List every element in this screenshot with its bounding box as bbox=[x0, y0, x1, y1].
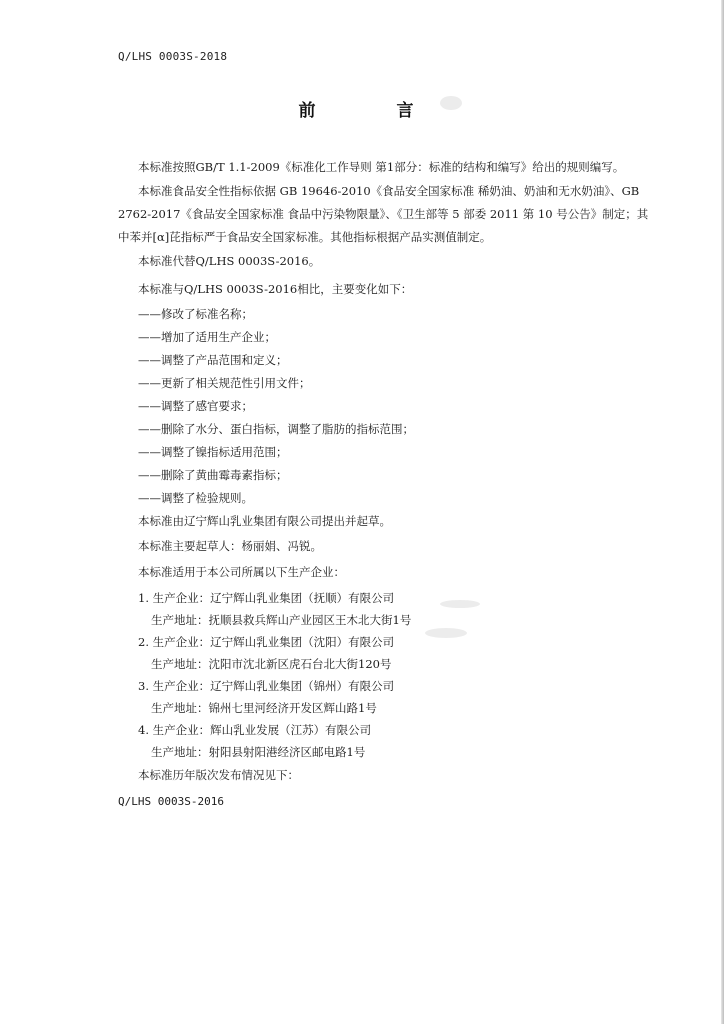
paragraph-changes-intro: 本标准与Q/LHS 0003S-2016相比，主要变化如下： bbox=[138, 282, 413, 296]
change-item: ——删除了水分、蛋白指标，调整了脂肪的指标范围； bbox=[138, 422, 414, 436]
change-item: ——调整了镍指标适用范围； bbox=[138, 445, 288, 459]
page-title: 前 言 bbox=[298, 101, 446, 121]
company-name: 3. 生产企业：辽宁辉山乳业集团（锦州）有限公司 bbox=[138, 679, 395, 693]
scan-smudge bbox=[440, 96, 462, 110]
company-address: 生产地址：沈阳市沈北新区虎石台北大街120号 bbox=[151, 657, 392, 671]
company-address: 生产地址：射阳县射阳港经济区邮电路1号 bbox=[151, 745, 366, 759]
paragraph-applicable-enterprises: 本标准适用于本公司所属以下生产企业： bbox=[138, 565, 345, 579]
change-item: ——调整了检验规则。 bbox=[138, 491, 253, 505]
paragraph-drafters: 本标准主要起草人：杨丽娟、冯锐。 bbox=[138, 539, 322, 553]
change-item: ——删除了黄曲霉毒素指标； bbox=[138, 468, 288, 482]
change-item: ——调整了感官要求； bbox=[138, 399, 253, 413]
company-address: 生产地址：抚顺县救兵辉山产业园区王木北大街1号 bbox=[151, 613, 412, 627]
change-item: ——修改了标准名称； bbox=[138, 307, 253, 321]
paragraph-drafting-rules: 本标准按照GB/T 1.1-2009《标准化工作导则 第1部分：标准的结构和编写》给出的规则编写。 bbox=[138, 160, 625, 174]
change-item: ——增加了适用生产企业； bbox=[138, 330, 276, 344]
company-name: 4. 生产企业：辉山乳业发展（江苏）有限公司 bbox=[138, 723, 372, 737]
scan-smudge bbox=[425, 628, 467, 638]
paragraph-basis-line-1: 本标准食品安全性指标依据 GB 19646-2010《食品安全国家标准 稀奶油、奶油和无水奶油》、GB bbox=[138, 184, 640, 198]
change-item: ——更新了相关规范性引用文件； bbox=[138, 376, 311, 390]
company-name: 1. 生产企业：辽宁辉山乳业集团（抚顺）有限公司 bbox=[138, 591, 395, 605]
paragraph-basis-line-2: 2762-2017《食品安全国家标准 食品中污染物限量》、《卫生部等 5 部委 2011 第 10 号公告》制定；其 bbox=[118, 207, 649, 221]
paragraph-history-intro: 本标准历年版次发布情况见下： bbox=[138, 768, 299, 782]
history-version: Q/LHS 0003S-2016 bbox=[118, 795, 224, 808]
document-id: Q/LHS 0003S-2018 bbox=[118, 50, 228, 63]
scan-smudge bbox=[440, 600, 480, 608]
paragraph-proposer: 本标准由辽宁辉山乳业集团有限公司提出并起草。 bbox=[138, 514, 391, 528]
company-address: 生产地址：锦州七里河经济开发区辉山路1号 bbox=[151, 701, 377, 715]
change-item: ——调整了产品范围和定义； bbox=[138, 353, 288, 367]
company-name: 2. 生产企业：辽宁辉山乳业集团（沈阳）有限公司 bbox=[138, 635, 395, 649]
paragraph-replaces: 本标准代替Q/LHS 0003S-2016。 bbox=[138, 254, 321, 268]
paragraph-basis-line-3: 中苯并[α]芘指标严于食品安全国家标准。其他指标根据产品实测值制定。 bbox=[118, 230, 492, 244]
